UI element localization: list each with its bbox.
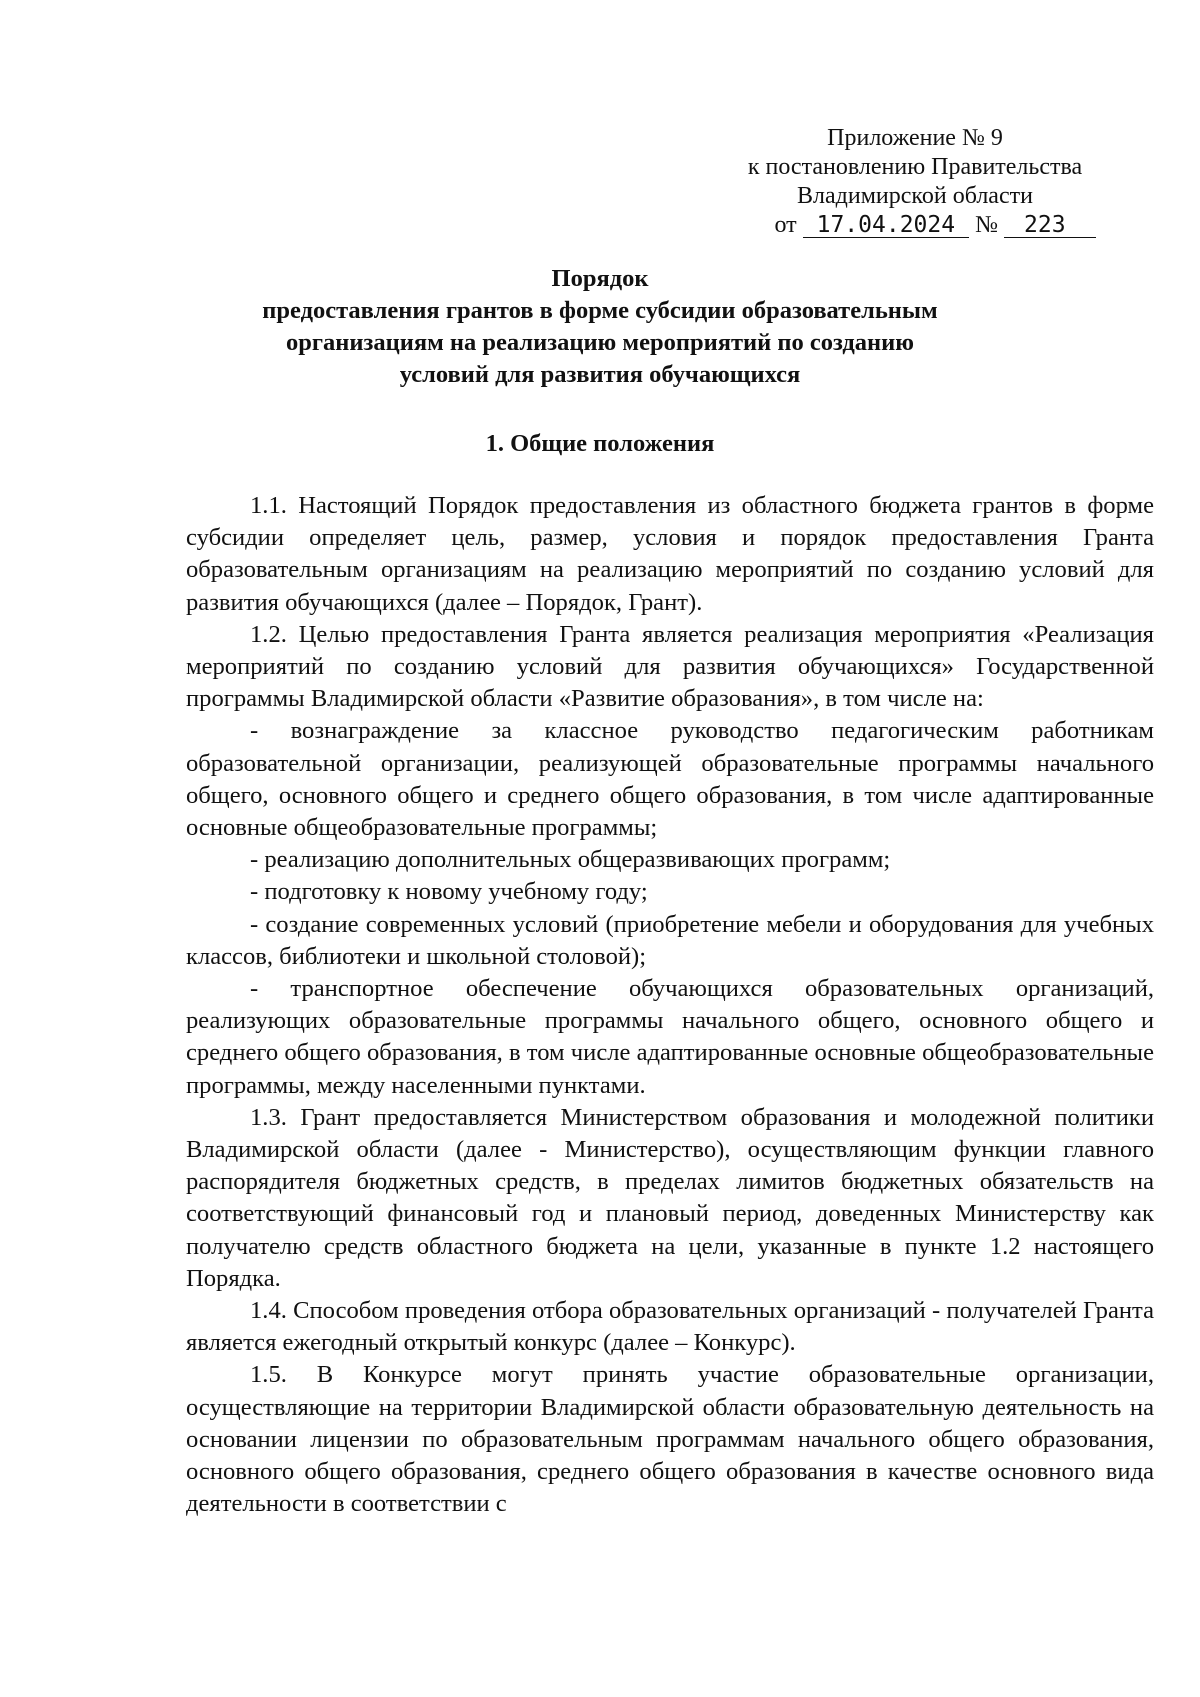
attachment-number: Приложение № 9 — [827, 125, 1003, 151]
attachment-region: Владимирской области — [797, 183, 1033, 209]
attachment-date-line — [740, 211, 1130, 240]
paragraph-1-5: 1.5. В Конкурсе могут принять участие образовательные организации, осуществляющие на территории Владимирской области образовательную деятельность на основании лицензии по образовательным программам начального общего образования, основного общего образования, среднего общего образования в качестве основного вида деятельности в соответствии с — [186, 1361, 1154, 1518]
list-item-programs: - реализацию дополнительных общеразвивающих программ; — [250, 846, 891, 874]
paragraph-1-4: 1.4. Способом проведения отбора образовательных организаций - получателей Гранта является ежегодный открытый конкурс (далее – Конкурс). — [186, 1297, 1154, 1357]
list-item-transport: - транспортное обеспечение обучающихся образовательных организаций, реализующих образовательные программы начального общего, основного общего и среднего общего образования, в том числе адаптированные основные общеобразовательные программы, между населенными пунктами. — [186, 975, 1154, 1099]
list-item-reward: - вознаграждение за классное руководство педагогическим работникам образовательной организации, реализующей образовательные программы начального общего, основного общего и среднего общего образования, в том числе адаптированные основные общеобразовательные программы; — [186, 717, 1154, 842]
document-title — [190, 263, 1010, 391]
number-prefix: № — [975, 212, 998, 238]
paragraph-1-2: 1.2. Целью предоставления Гранта является реализация мероприятия «Реализация мероприятий по созданию условий для развития обучающихся» Государственной программы Владимирской области «Развитие образования», в том числе на: — [186, 620, 1154, 713]
list-item-conditions: - создание современных условий (приобретение мебели и оборудования для учебных классов, библиотеки и школьной столовой); — [186, 910, 1154, 970]
section-heading: 1. Общие положения — [485, 430, 715, 457]
attachment-resolution: к постановлению Правительства — [747, 154, 1083, 180]
title-line-3: организациям на реализацию мероприятий по созданию — [286, 329, 914, 356]
resolution-date: 17.04.2024 — [803, 213, 969, 238]
paragraph-1-3: 1.3. Грант предоставляется Министерством образования и молодежной политики Владимирской области (далее - Министерство), осуществляющим функции главного распорядителя бюджетных средств, в пределах лимитов бюджетных обязательств на соответствующий финансовый год и плановый период, доведенных Министерству как получателю средств областного бюджета на цели, указанные в пункте 1.2 настоящего Порядка. — [186, 1103, 1154, 1292]
date-prefix: от — [774, 212, 797, 238]
attachment-block — [700, 124, 1130, 240]
title-line-1: Порядок — [551, 265, 649, 292]
resolution-number: 223 — [1004, 213, 1096, 238]
paragraph-1-1: 1.1. Настоящий Порядок предоставления из областного бюджета грантов в форме субсидии определяет цель, размер, условия и порядок предоставления Гранта образовательным организациям на реализацию мероприятий по созданию условий для развития обучающихся (далее – Порядок, Грант). — [186, 492, 1154, 616]
list-item-school-year: - подготовку к новому учебному году; — [250, 878, 648, 906]
document-body — [186, 490, 1154, 1521]
title-line-2: предоставления грантов в форме субсидии образовательным — [262, 297, 938, 324]
title-line-4: условий для развития обучающихся — [399, 361, 801, 388]
